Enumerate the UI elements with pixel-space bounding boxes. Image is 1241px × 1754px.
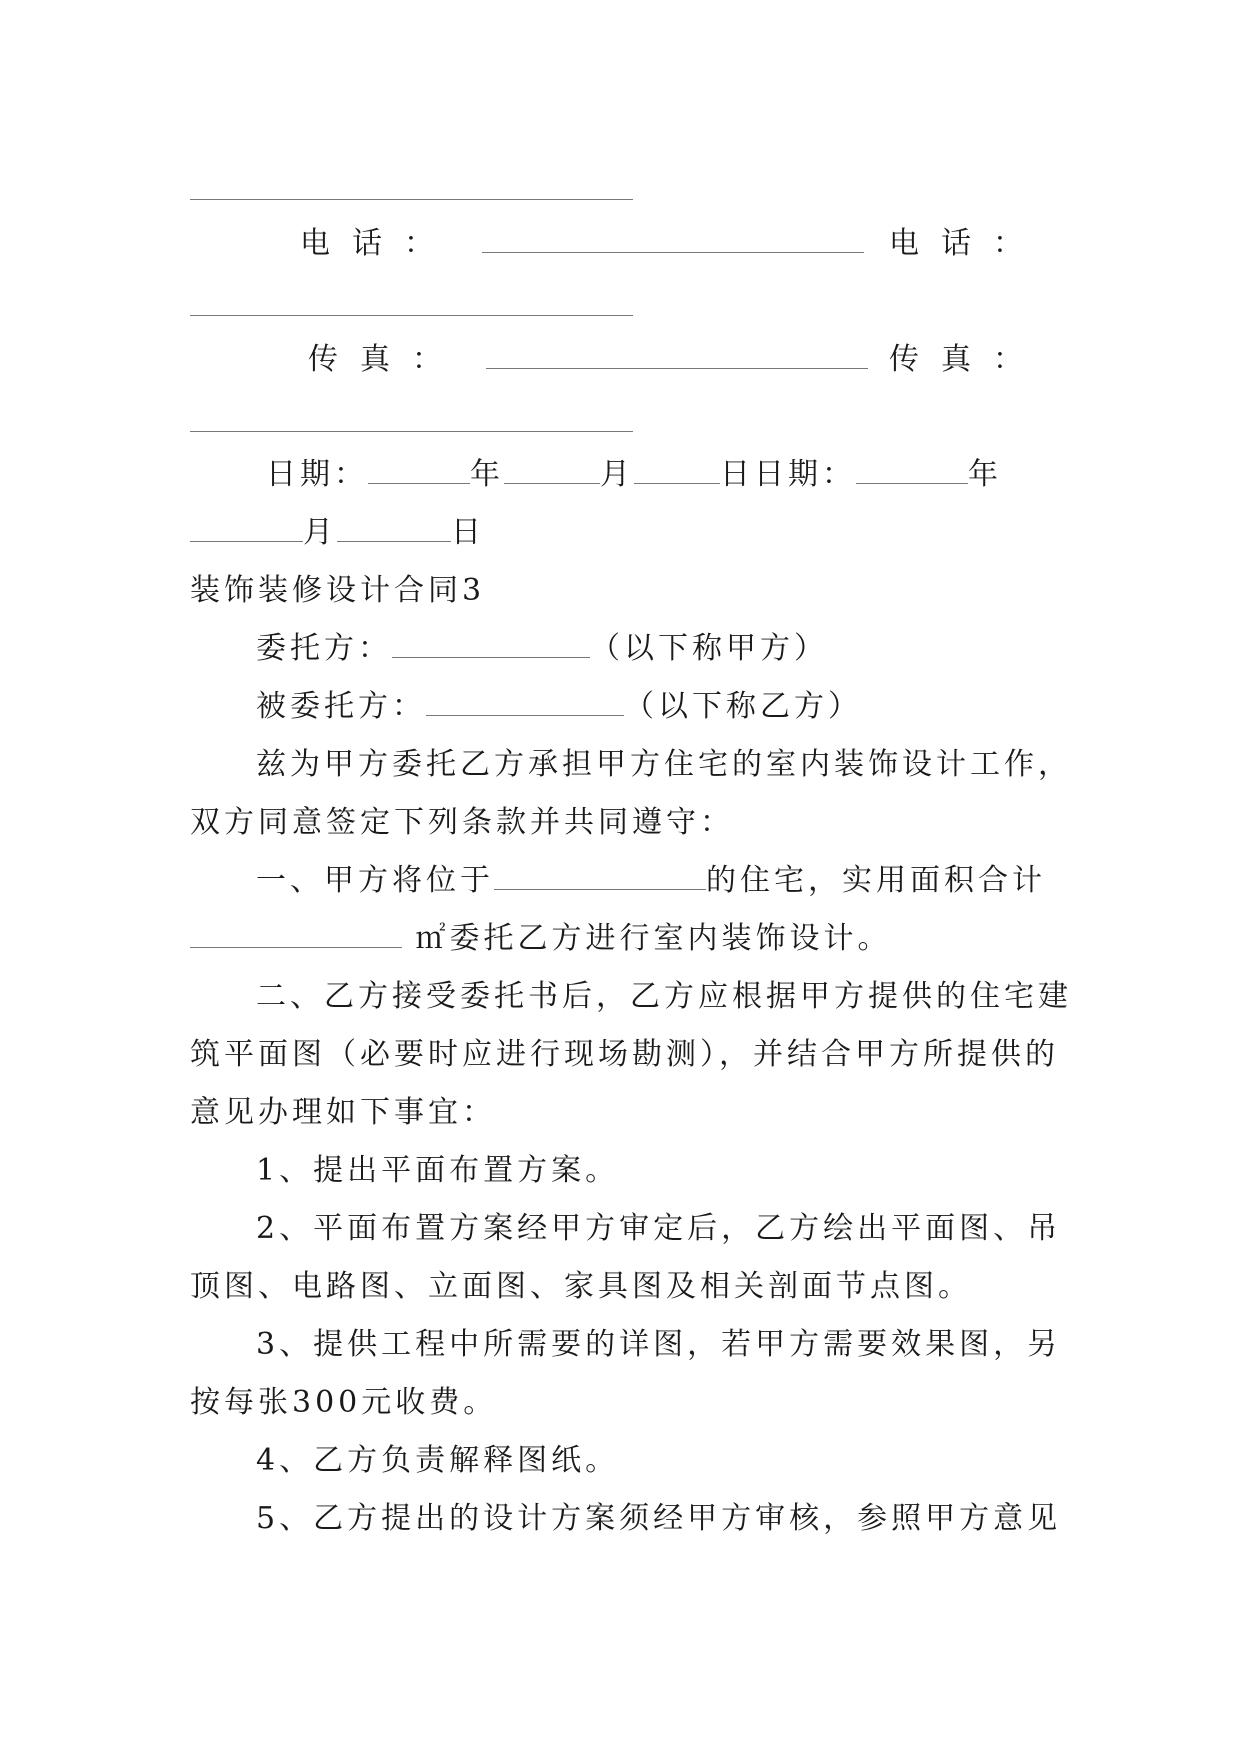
day-label: 日 [720,457,754,492]
clause-1-text: 一、甲方将位于 [256,863,494,898]
date-label-a: 日期： [266,457,368,492]
day-label: 日 [451,515,485,550]
client-row [256,629,1116,669]
blank-line [190,199,633,200]
intro-line: 双方同意签定下列条款并共同遵守： [190,805,734,840]
item-1: 1、提出平面布置方案。 [256,1153,620,1188]
address-blank [494,863,706,890]
client-label: 委托方： [256,631,392,666]
day-blank [337,515,451,542]
clause-2: 二、乙方接受委托书后，乙方应根据甲方提供的住宅建 [256,979,1072,1014]
month-label: 月 [303,515,337,550]
intro-line: 兹为甲方委托乙方承担甲方住宅的室内装饰设计工作， [256,747,1072,782]
item-4: 4、乙方负责解释图纸。 [256,1443,620,1478]
year-blank [856,457,968,484]
year-blank [368,457,470,484]
date-row [266,455,1126,495]
item-2: 顶图、电路图、立面图、家具图及相关剖面节点图。 [190,1269,972,1304]
phone-blank-a [482,226,864,253]
clause-1-cont [190,919,1050,959]
item-3: 3、提供工程中所需要的详图，若甲方需要效果图，另 [256,1327,1062,1362]
blank-line [190,431,633,432]
year-label: 年 [968,457,1002,492]
contract-title: 装饰装修设计合同3 [190,573,486,608]
contractor-row [256,687,1116,727]
clause-2: 筑平面图（必要时应进行现场勘测），并结合甲方所提供的 [190,1037,1059,1072]
area-blank [190,921,402,948]
item-3: 按每张300元收费。 [190,1385,498,1420]
fax-row [308,340,1045,380]
date-label-b: 日期： [754,457,856,492]
client-blank [392,631,590,658]
blank-line [190,315,633,316]
fax-blank-a [486,342,868,369]
date-row-cont [190,513,1050,553]
phone-label-b: 电话： [889,226,1045,261]
fax-label-b: 传真： [889,342,1045,377]
phone-label-a: 电话： [300,226,456,261]
year-label: 年 [470,457,504,492]
contractor-blank [426,689,624,716]
fax-label-a: 传真： [308,342,464,377]
month-label: 月 [600,457,634,492]
item-5: 5、乙方提出的设计方案须经甲方审核，参照甲方意见 [256,1501,1062,1536]
contractor-label: 被委托方： [256,689,426,724]
clause-1 [256,861,1116,901]
item-2: 2、平面布置方案经甲方审定后，乙方绘出平面图、吊 [256,1211,1062,1246]
phone-row [300,224,1045,264]
clause-1-text: ㎡委托乙方进行室内装饰设计。 [415,921,892,956]
month-blank [190,515,303,542]
contractor-suffix: （以下称乙方） [624,689,862,724]
client-suffix: （以下称甲方） [590,631,828,666]
month-blank [504,457,600,484]
clause-1-text: 的住宅，实用面积合计 [706,863,1046,898]
day-blank [634,457,720,484]
clause-2: 意见办理如下事宜： [190,1095,496,1130]
